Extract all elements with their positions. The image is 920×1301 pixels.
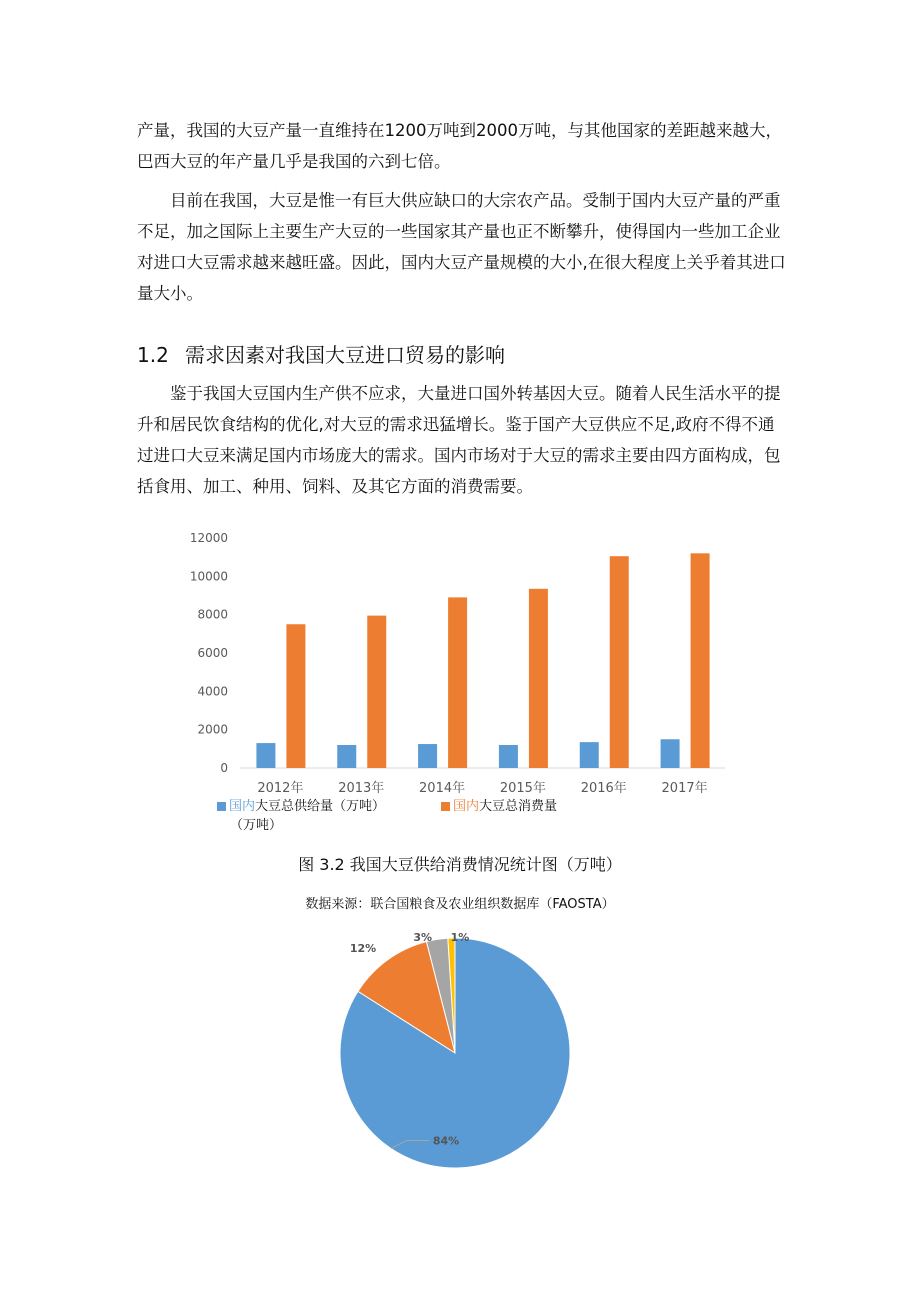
figure-caption: 图 3.2 我国大豆供给消费情况统计图（万吨） [298,855,622,874]
paragraph-supply-gap: 目前在我国，大豆是惟一有巨大供应缺口的大宗农产品。受制于国内大豆产量的严重不足，加之国际上主要生产大豆的一些国家其产量也正不断攀升，使得国内一些加工企业对进口大豆需求越来越旺盛。因此，国内大豆产量规模的大小,在很大程度上关乎着其进口量大小。 [137,191,786,303]
x-tick-label: 2012年 [257,781,304,796]
section-number: 1.2 [137,343,169,367]
pie-label: 1% [450,931,470,944]
pie-label: 3% [413,931,432,944]
pie-label: 84% [432,1134,460,1148]
section-heading [137,340,505,370]
paragraph-production: 产量，我国的大豆产量一直维持在1200万吨到2000万吨，与其他国家的差距越来越大，巴西大豆的年产量几乎是我国的六到七倍。 [137,121,782,171]
bar-supply [661,739,680,768]
legend-consumption [441,795,557,814]
bar-consumption [448,597,467,768]
x-tick-label: 2017年 [661,781,708,796]
bar-consumption [367,616,386,768]
bar-consumption [529,589,548,768]
y-tick-label: 4000 [197,684,228,699]
y-tick-label: 8000 [197,607,228,622]
y-tick-label: 2000 [197,722,228,737]
pie-label: 12% [349,942,377,955]
bar-consumption [610,556,629,768]
legend-supply-text-part2: 大豆总供给量（万吨） [255,799,386,814]
x-tick-label: 2014年 [419,781,466,796]
bar-supply [256,743,275,768]
y-tick-label: 12000 [189,531,228,545]
bar-consumption [286,624,305,768]
x-tick-label: 2016年 [580,781,627,796]
legend-consumption-text-part2: 大豆总消费量 [479,799,558,814]
legend-supply [217,795,385,814]
bar-supply [499,745,518,768]
bar-consumption [691,553,710,768]
x-tick-label: 2013年 [338,781,385,796]
y-tick-label: 6000 [197,646,228,660]
bar-supply [418,744,437,768]
x-tick-label: 2015年 [499,781,546,796]
y-tick-label: 10000 [189,569,228,584]
bar-supply [580,742,599,768]
pie-chart [320,920,620,1180]
figure-source: 数据来源：联合国粮食及农业组织数据库（FAOSTA） [305,897,615,912]
legend-consumption-swatch [441,802,450,811]
bar-chart [190,525,740,835]
section-title: 需求因素对我国大豆进口贸易的影响 [185,343,505,367]
legend-consumption-text-part1: 国内 [453,799,480,814]
legend-supply-unit: （万吨） [230,818,283,833]
bar-supply [337,745,356,768]
legend-supply-swatch [217,802,226,811]
y-tick-label: 0 [220,761,228,775]
paragraph-demand: 鉴于我国大豆国内生产供不应求，大量进口国外转基因大豆。随着人民生活水平的提升和居民饮食结构的优化,对大豆的需求迅猛增长。鉴于国产大豆供应不足,政府不得不通过进口大豆来满足国内市场庞大的需求。国内市场对于大豆的需求主要由四方面构成，包括食用、加工、种用、饲料、及其它方面的消费需要。 [137,384,781,496]
legend-supply-text-part1: 国内 [229,799,256,814]
